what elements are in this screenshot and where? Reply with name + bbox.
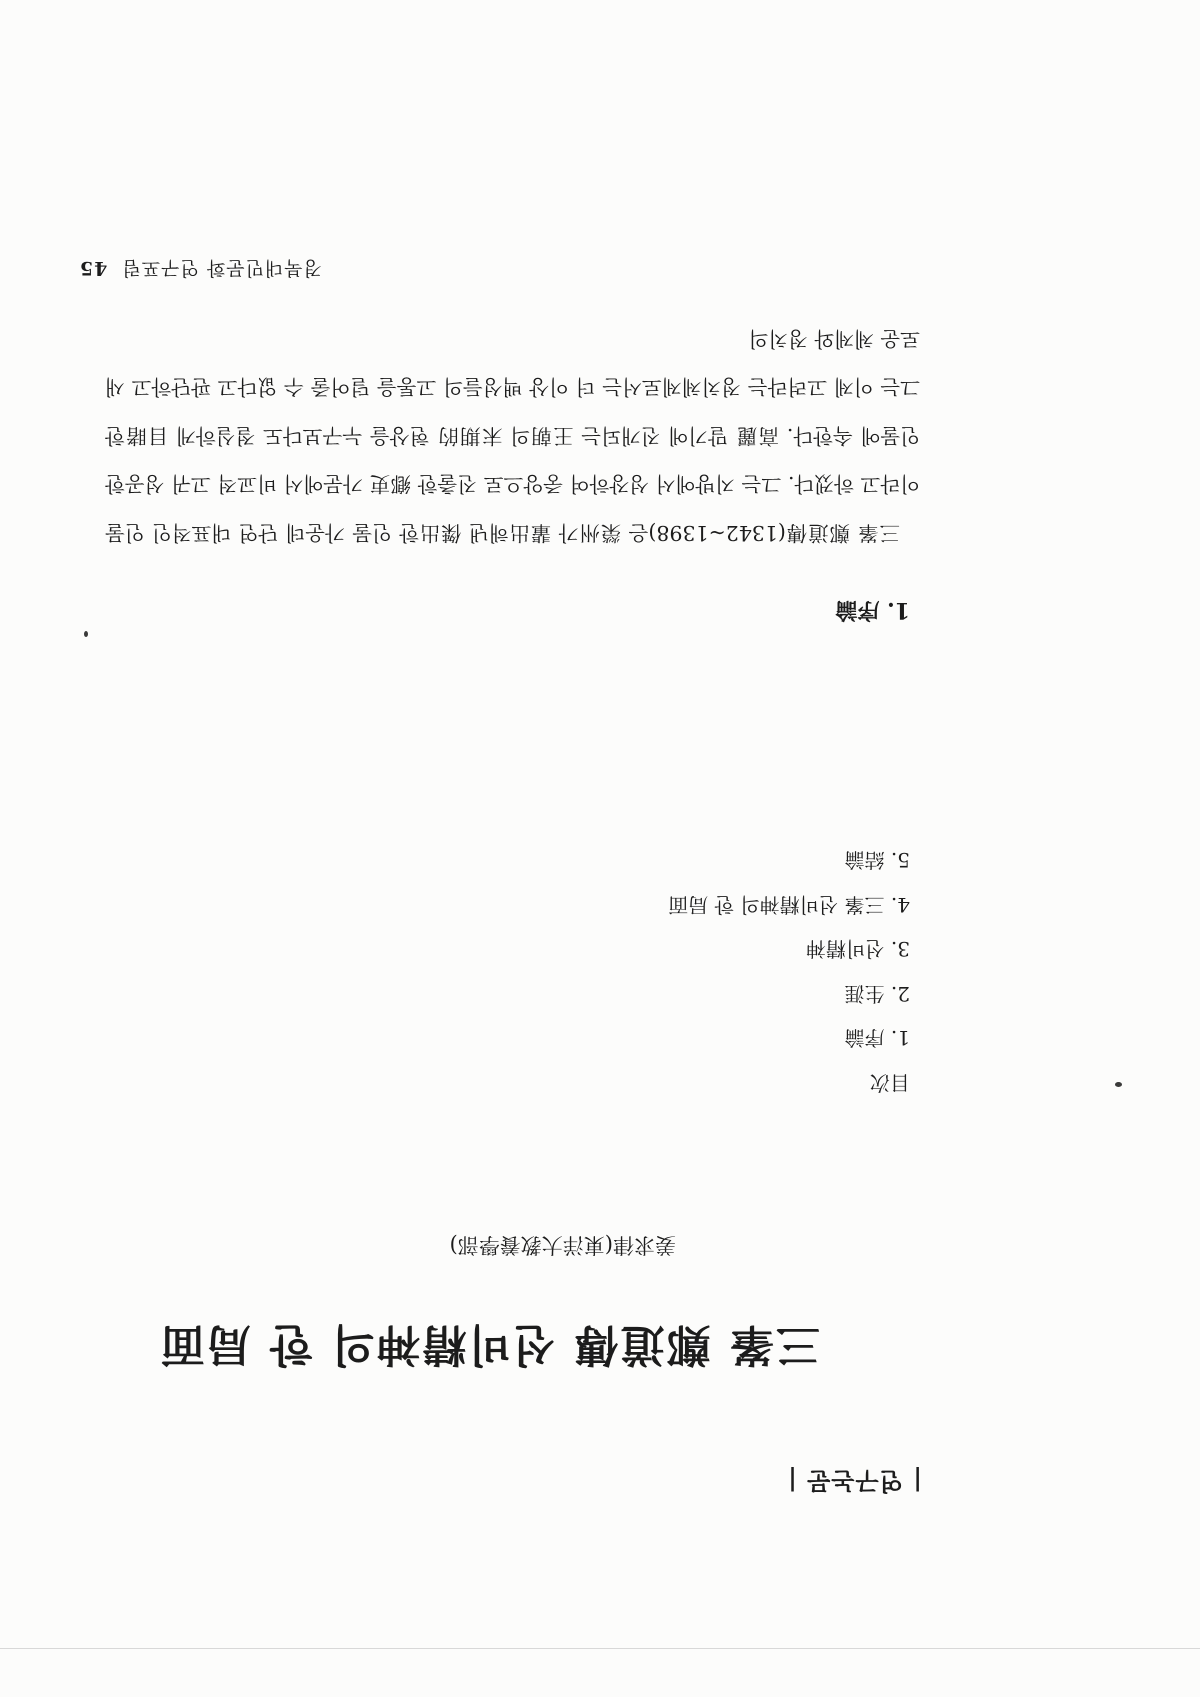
toc-item: 3. 선비精神 xyxy=(805,937,910,962)
article-title: 三峯 鄭道傳 선비精神의 한 局面 xyxy=(158,1319,820,1370)
toc-item: 5. 結論 xyxy=(844,848,910,873)
page-number: 45 xyxy=(78,257,108,279)
section-heading: 1. 序論 xyxy=(835,597,910,623)
author-line: 姜求律(東洋大教養學部) xyxy=(449,1233,676,1257)
journal-name: 경북대민문화 연구포럼 xyxy=(121,257,322,279)
table-of-contents xyxy=(668,838,910,1105)
scan-speck xyxy=(1115,1082,1122,1087)
scan-speck xyxy=(84,631,88,637)
toc-item: 2. 生涯 xyxy=(844,982,910,1006)
body-text xyxy=(105,315,920,558)
toc-heading: 目次 xyxy=(870,1071,910,1095)
section-tag: | 연구논문 | xyxy=(787,1467,922,1496)
toc-item: 1. 序論 xyxy=(844,1026,910,1051)
toc-list xyxy=(668,838,910,1061)
scan-edge-line xyxy=(0,1648,1200,1649)
toc-item: 4. 三峯 선비精神의 한 局面 xyxy=(668,893,910,917)
running-header xyxy=(79,256,322,283)
body-paragraph: 三峯 鄭道傳(1342~1398)은 榮州가 輩出해낸 傑出한 인물 가운데 단연 대표적인 인물이라고 하겠다. 그는 지방에서 성장하여 중앙으로 진출한 鄕吏 가문에서 비교적 고귀 성공한 인물에 속한다. 高麗 말기에 진개되는 王朝의 末期的 현상을 누구보다도 절실하게 目睹한 그는 이제 고려라는 정치체제로서는 더 이상 백성들의 고통을 덜어줄 수 없다고 판단하고 새로운 체제와 정치의 xyxy=(105,327,920,545)
